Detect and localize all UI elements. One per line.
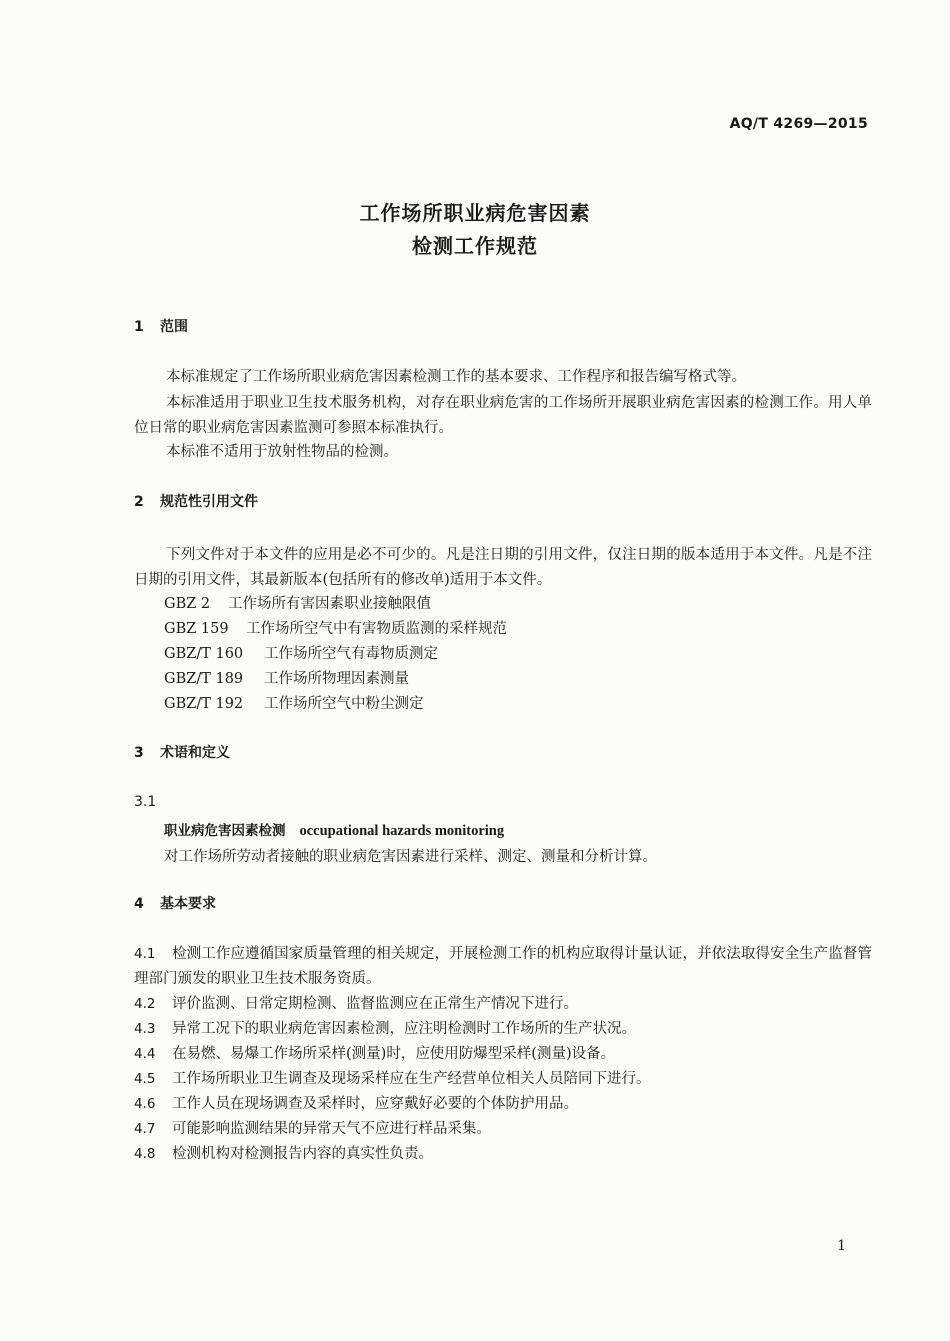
page-number: 1 — [837, 1238, 846, 1254]
requirement-text: 评价监测、日常定期检测、监督监测应在正常生产情况下进行。 — [172, 996, 578, 1012]
reference-code: GBZ/T 160 — [164, 646, 244, 662]
requirement-item — [134, 1017, 636, 1038]
standard-code: AQ/T 4269—2015 — [729, 116, 868, 132]
requirement-item — [134, 942, 872, 992]
reference-code: GBZ/T 192 — [164, 696, 244, 712]
section-title: 范围 — [160, 319, 188, 335]
requirement-item — [134, 992, 578, 1013]
requirement-item — [134, 1092, 578, 1113]
reference-item — [164, 642, 438, 663]
reference-title: 工作场所空气有毒物质测定 — [264, 646, 438, 662]
reference-item — [164, 692, 424, 713]
requirement-text: 工作人员在现场调查及采样时，应穿戴好必要的个体防护用品。 — [172, 1096, 578, 1112]
term-chinese: 职业病危害因素检测 — [164, 823, 286, 839]
requirement-text: 工作场所职业卫生调查及现场采样应在生产经营单位相关人员陪同下进行。 — [172, 1071, 651, 1087]
document-title-line2: 检测工作规范 — [412, 234, 538, 258]
term-number: 3.1 — [134, 794, 157, 810]
requirement-number: 4.1 — [134, 946, 156, 962]
requirement-item — [134, 1117, 491, 1138]
requirement-number: 4.4 — [134, 1046, 156, 1062]
section-1-paragraph-3: 本标准不适用于放射性物品的检测。 — [166, 444, 398, 460]
section-number: 3 — [134, 745, 144, 761]
reference-title: 工作场所物理因素测量 — [264, 671, 409, 687]
requirement-number: 4.2 — [134, 996, 156, 1012]
requirement-number: 4.6 — [134, 1096, 156, 1112]
section-title: 基本要求 — [160, 896, 216, 912]
term-entry — [164, 819, 504, 840]
reference-code: GBZ/T 189 — [164, 671, 244, 687]
requirement-text: 异常工况下的职业病危害因素检测，应注明检测时工作场所的生产状况。 — [172, 1021, 636, 1037]
reference-title: 工作场所有害因素职业接触限值 — [228, 596, 431, 612]
reference-code: GBZ 159 — [164, 621, 229, 637]
section-1-heading — [134, 316, 188, 336]
section-number: 2 — [134, 494, 144, 510]
reference-item — [164, 617, 507, 638]
requirement-item — [134, 1067, 651, 1088]
section-3-heading — [134, 742, 230, 762]
requirement-item — [134, 1042, 615, 1063]
reference-title: 工作场所空气中粉尘测定 — [264, 696, 424, 712]
reference-item — [164, 592, 431, 613]
requirement-number: 4.7 — [134, 1121, 156, 1137]
section-number: 4 — [134, 896, 144, 912]
section-title: 规范性引用文件 — [160, 494, 258, 510]
section-1-paragraph-2: 本标准适用于职业卫生技术服务机构，对存在职业病危害的工作场所开展职业病危害因素的检测工作。用人单位日常的职业病危害因素监测可参照本标准执行。 — [134, 395, 872, 436]
section-1-paragraph-1: 本标准规定了工作场所职业病危害因素检测工作的基本要求、工作程序和报告编写格式等。 — [166, 369, 746, 385]
section-4-heading — [134, 893, 216, 913]
requirement-text: 检测机构对检测报告内容的真实性负责。 — [172, 1146, 433, 1162]
term-definition: 对工作场所劳动者接触的职业病危害因素进行采样、测定、测量和分析计算。 — [164, 849, 657, 865]
requirement-text: 在易燃、易爆工作场所采样(测量)时，应使用防爆型采样(测量)设备。 — [172, 1046, 616, 1062]
reference-title: 工作场所空气中有害物质监测的采样规范 — [246, 621, 507, 637]
section-2-intro: 下列文件对于本文件的应用是必不可少的。凡是注日期的引用文件，仅注日期的版本适用于本文件。凡是不注日期的引用文件，其最新版本(包括所有的修改单)适用于本文件。 — [134, 547, 872, 588]
requirement-number: 4.3 — [134, 1021, 156, 1037]
requirement-text: 可能影响监测结果的异常天气不应进行样品采集。 — [172, 1121, 491, 1137]
term-english: occupational hazards monitoring — [299, 823, 505, 839]
section-title: 术语和定义 — [160, 745, 230, 761]
requirement-text: 检测工作应遵循国家质量管理的相关规定，开展检测工作的机构应取得计量认证，并依法取得安全生产监督管理部门颁发的职业卫生技术服务资质。 — [134, 946, 872, 987]
requirement-number: 4.8 — [134, 1146, 156, 1162]
requirement-item — [134, 1142, 433, 1163]
section-2-heading — [134, 491, 258, 511]
reference-item — [164, 667, 409, 688]
requirement-number: 4.5 — [134, 1071, 156, 1087]
document-title-line1: 工作场所职业病危害因素 — [359, 201, 591, 225]
section-number: 1 — [134, 319, 144, 335]
reference-code: GBZ 2 — [164, 596, 211, 612]
